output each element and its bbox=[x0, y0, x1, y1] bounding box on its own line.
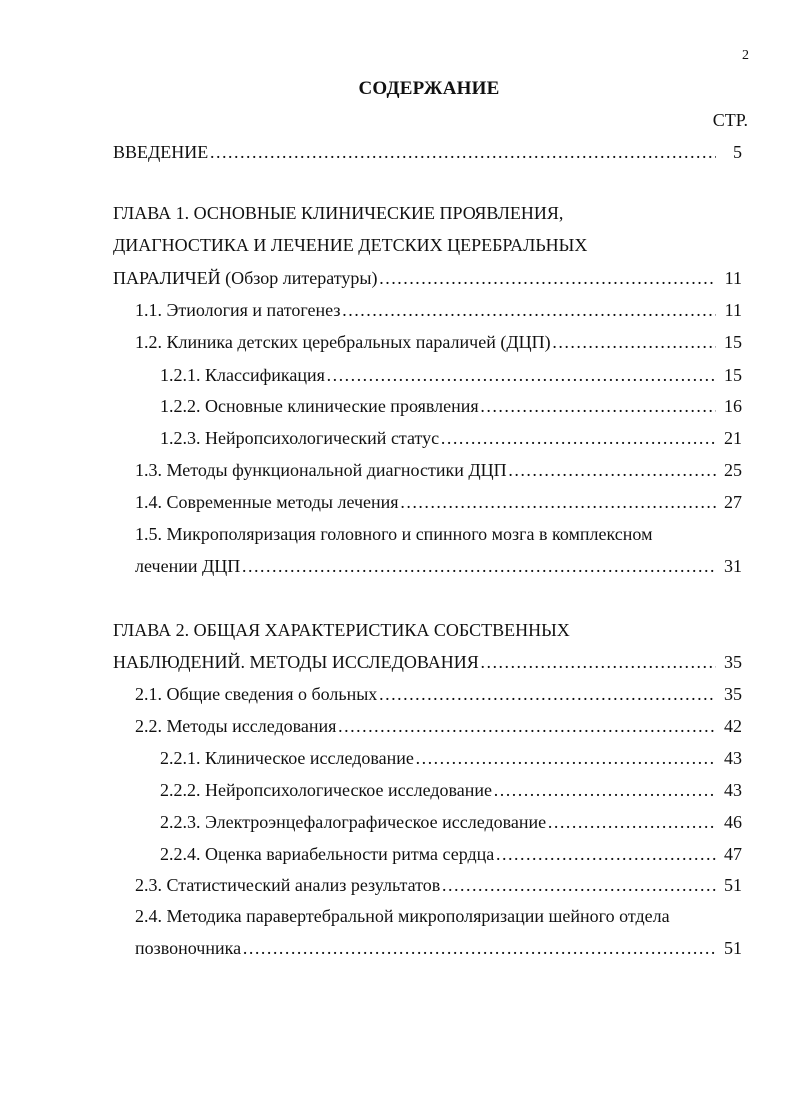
toc-entry-1-2 bbox=[135, 332, 742, 358]
dot-leader bbox=[337, 716, 716, 737]
toc-entry-text: 1.2. Клиника детских церебральных параличей (ДЦП) bbox=[135, 332, 551, 352]
toc-entry-2-2-3 bbox=[160, 812, 742, 838]
dot-leader bbox=[415, 748, 716, 769]
toc-entry-text: 2.4. Методика паравертебральной микрополяризации шейного отдела bbox=[135, 906, 670, 926]
toc-entry-text: НАБЛЮДЕНИЙ. МЕТОДЫ ИССЛЕДОВАНИЯ bbox=[113, 652, 479, 672]
toc-entry-2-2 bbox=[135, 716, 742, 742]
toc-entry-1-4 bbox=[135, 492, 742, 518]
dot-leader bbox=[400, 492, 716, 513]
toc-entry-2-3 bbox=[135, 875, 742, 901]
toc-entry-text: ГЛАВА 1. ОСНОВНЫЕ КЛИНИЧЕСКИЕ ПРОЯВЛЕНИЯ, bbox=[113, 203, 564, 223]
toc-entry-1-2-3 bbox=[160, 428, 742, 454]
toc-entry-text: 2.2.2. Нейропсихологическое исследование bbox=[160, 780, 492, 800]
dot-leader bbox=[241, 556, 716, 577]
toc-entry-2-1 bbox=[135, 684, 742, 710]
toc-entry-text: ВВЕДЕНИЕ bbox=[113, 142, 209, 162]
dot-leader bbox=[547, 812, 716, 833]
toc-entry-page: 47 bbox=[724, 844, 742, 864]
toc-entry-text: 2.2.3. Электроэнцефалографическое исследование bbox=[160, 812, 547, 832]
toc-entry-2-2-2 bbox=[160, 780, 742, 806]
toc-entry-text: 1.2.1. Классификация bbox=[160, 365, 325, 385]
toc-entry-introduction bbox=[113, 142, 742, 168]
toc-entry-text: 2.2.4. Оценка вариабельности ритма сердца bbox=[160, 844, 495, 864]
toc-entry-text: 1.2.3. Нейропсихологический статус bbox=[160, 428, 440, 448]
dot-leader bbox=[480, 652, 716, 673]
dot-leader bbox=[378, 268, 716, 289]
toc-entry-text: ПАРАЛИЧЕЙ (Обзор литературы) bbox=[113, 268, 378, 288]
dot-leader bbox=[326, 365, 716, 386]
toc-entry-1-2-2 bbox=[160, 396, 742, 422]
toc-entry-text: 1.4. Современные методы лечения bbox=[135, 492, 399, 512]
toc-entry-2-2-4 bbox=[160, 844, 742, 870]
dot-leader bbox=[378, 684, 716, 705]
toc-entry-chapter2-line1 bbox=[113, 620, 570, 646]
page-title: СОДЕРЖАНИЕ bbox=[358, 78, 500, 99]
toc-entry-text: ГЛАВА 2. ОБЩАЯ ХАРАКТЕРИСТИКА СОБСТВЕННЫХ bbox=[113, 620, 570, 640]
toc-entry-page: 42 bbox=[724, 716, 742, 736]
toc-entry-1-5-line1 bbox=[135, 524, 652, 550]
toc-entry-chapter2-line2 bbox=[113, 652, 742, 678]
toc-entry-page: 5 bbox=[733, 142, 742, 162]
toc-entry-page: 21 bbox=[724, 428, 742, 448]
toc-entry-page: 51 bbox=[724, 938, 742, 958]
dot-leader bbox=[493, 780, 716, 801]
toc-entry-page: 11 bbox=[724, 300, 742, 320]
toc-entry-page: 35 bbox=[724, 652, 742, 672]
dot-leader bbox=[552, 332, 716, 353]
toc-entry-text: 2.2.1. Клиническое исследование bbox=[160, 748, 414, 768]
toc-entry-text: лечении ДЦП bbox=[135, 556, 241, 576]
toc-entry-2-2-1 bbox=[160, 748, 742, 774]
toc-entry-page: 35 bbox=[724, 684, 742, 704]
toc-entry-page: 43 bbox=[724, 748, 742, 768]
toc-entry-text: 1.2.2. Основные клинические проявления bbox=[160, 396, 479, 416]
toc-entry-text: 2.2. Методы исследования bbox=[135, 716, 337, 736]
dot-leader bbox=[341, 300, 716, 321]
dot-leader bbox=[209, 142, 716, 163]
page-column-label: СТР. bbox=[712, 110, 748, 130]
toc-entry-chapter1-line3 bbox=[113, 268, 742, 294]
toc-entry-page: 46 bbox=[724, 812, 742, 832]
toc-entry-text: 1.1. Этиология и патогенез bbox=[135, 300, 341, 320]
dot-leader bbox=[242, 938, 716, 959]
toc-entry-page: 11 bbox=[724, 268, 742, 288]
toc-entry-page: 25 bbox=[724, 460, 742, 480]
toc-entry-1-3 bbox=[135, 460, 742, 486]
toc-entry-chapter1-line1 bbox=[113, 203, 563, 229]
toc-entry-chapter1-line2 bbox=[113, 235, 587, 261]
toc-entry-1-5-line2 bbox=[135, 556, 742, 582]
toc-entry-page: 51 bbox=[724, 875, 742, 895]
toc-entry-page: 15 bbox=[724, 332, 742, 352]
dot-leader bbox=[508, 460, 716, 481]
toc-entry-text: 2.3. Статистический анализ результатов bbox=[135, 875, 441, 895]
toc-entry-page: 15 bbox=[724, 365, 742, 385]
toc-entry-1-2-1 bbox=[160, 365, 742, 391]
toc-entry-text: 1.5. Микрополяризация головного и спинного мозга в комплексном bbox=[135, 524, 653, 544]
dot-leader bbox=[480, 396, 716, 417]
dot-leader bbox=[440, 428, 716, 449]
page-number: 2 bbox=[742, 48, 749, 63]
toc-entry-1-1 bbox=[135, 300, 742, 326]
toc-entry-text: позвоночника bbox=[135, 938, 242, 958]
toc-entry-page: 16 bbox=[724, 396, 742, 416]
toc-entry-2-4-line1 bbox=[135, 906, 670, 932]
toc-entry-page: 31 bbox=[724, 556, 742, 576]
dot-leader bbox=[495, 844, 716, 865]
toc-entry-text: 2.1. Общие сведения о больных bbox=[135, 684, 378, 704]
dot-leader bbox=[441, 875, 716, 896]
toc-entry-text: 1.3. Методы функциональной диагностики ДЦП bbox=[135, 460, 507, 480]
toc-entry-2-4-line2 bbox=[135, 938, 742, 964]
toc-entry-text: ДИАГНОСТИКА И ЛЕЧЕНИЕ ДЕТСКИХ ЦЕРЕБРАЛЬНЫХ bbox=[113, 235, 588, 255]
toc-entry-page: 27 bbox=[724, 492, 742, 512]
toc-entry-page: 43 bbox=[724, 780, 742, 800]
